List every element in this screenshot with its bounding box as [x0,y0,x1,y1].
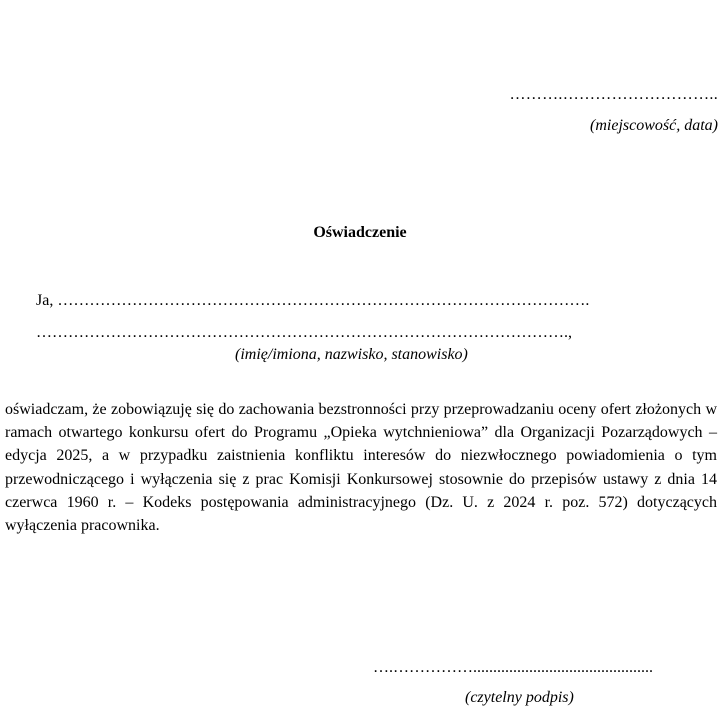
declaration-body: oświadczam, że zobowiązuję się do zachowania bezstronności przy przeprowadzaniu oceny ofert złożonych w ramach otwartego konkursu ofert do Programu „Opieka wytchnieniowa” dla Organizacji Pozarządowych – edycja 2025, a w przypadku zaistnienia konfliktu interesów do niezwłocznego powiadomienia o tym przewodniczącego i wyłączenia się z prac Komisji Konkursowej stosownie do przepisów ustawy z dnia 14 czerwca 1960 r. – Kodeks postępowania administracyjnego (Dz. U. z 2024 r. poz. 572) dotyczących wyłączenia pracownika. [5,401,717,535]
signature-dots: ….……………............................................. [373,659,653,676]
place-date-caption: (miejscowość, data) [590,117,718,134]
declarant-line-1: Ja, ………………………………………………………………………………………. [36,292,590,309]
declarant-caption: (imię/imiona, nazwisko, stanowisko) [235,346,468,363]
signature-caption: (czytelny podpis) [465,689,574,706]
place-date-dots: ……….……………………….. [509,86,718,103]
document-title: Oświadczenie [313,224,407,241]
declarant-line-2: ………………………………………………………………………………………., [36,324,572,341]
